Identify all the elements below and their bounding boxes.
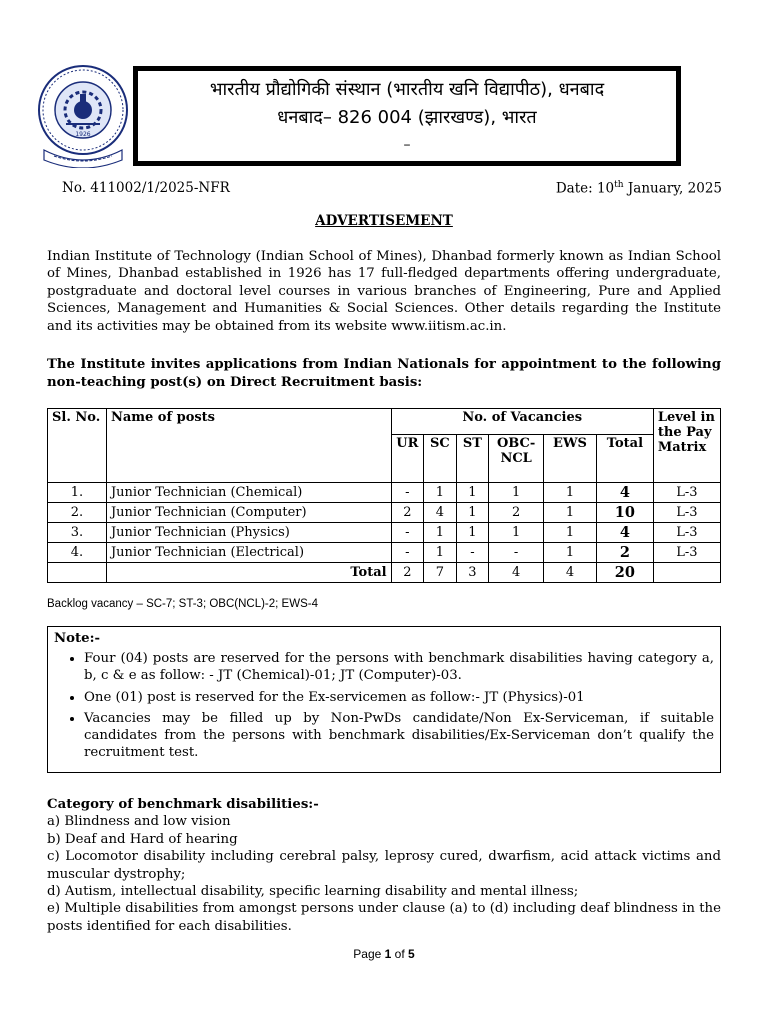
header-sc: SC (424, 435, 457, 483)
table-row: 2. Junior Technician (Computer) 2 4 1 2 1 10 L-3 (48, 503, 721, 523)
header-st: ST (456, 435, 489, 483)
table-row: 1. Junior Technician (Chemical) - 1 1 1 1 4 L-3 (48, 483, 721, 503)
category-item: d) Autism, intellectual disability, specific learning disability and mental illness; (47, 884, 579, 900)
category-item: a) Blindness and low vision (47, 814, 231, 830)
logo-year: 1926 (75, 131, 91, 138)
page-footer: Page 1 of 5 (353, 947, 415, 961)
page-title: ADVERTISEMENT (315, 213, 453, 229)
header-obc: OBC-NCL (489, 435, 544, 483)
note-item: • Vacancies may be filled up by Non-PwDs candidate/Non Ex-Serviceman, if suitable candidates from the persons with benchmark disabilities/Ex-Serviceman don’t qualify the recruitment test. (84, 710, 714, 762)
table-total-row: Total 2 7 3 4 4 20 (48, 563, 721, 583)
document-date: Date: 10th January, 2025 (555, 180, 722, 197)
reference-line (62, 180, 722, 196)
note-box (47, 626, 721, 773)
category-item: b) Deaf and Hard of hearing (47, 831, 238, 847)
institute-address-hindi: धनबाद– 826 004 (झारखण्ड), भारत (277, 107, 537, 128)
institute-logo (36, 64, 130, 168)
disability-categories (47, 796, 721, 935)
invite-paragraph: The Institute invites applications from Indian Nationals for appointment to the following non-teaching post(s) on Direct Recruitment basis: (47, 357, 721, 390)
header-name: Name of posts (106, 409, 391, 483)
header-dash: – (403, 137, 411, 153)
note-item: • One (01) post is reserved for the Ex-servicemen as follow:- JT (Physics)-01 (84, 689, 714, 706)
note-heading: Note:- (54, 631, 101, 646)
category-item: e) Multiple disabilities from amongst persons under clause (a) to (d) including deaf blindness in the posts identified for each disabilities. (47, 901, 721, 934)
note-item: • Four (04) posts are reserved for the persons with benchmark disabilities having category a, b, c & e as follow: - JT (Chemical)-01; JT (Computer)-03. (84, 650, 714, 685)
header-vacancies: No. of Vacancies (391, 409, 653, 435)
backlog-note: Backlog vacancy – SC-7; ST-3; OBC(NCL)-2; EWS-4 (47, 598, 318, 610)
header-box (133, 66, 681, 166)
vacancy-table (47, 408, 721, 583)
header-total: Total (596, 435, 653, 483)
institute-name-hindi: भारतीय प्रौद्योगिकी संस्थान (भारतीय खनि विद्यापीठ), धनबाद (209, 79, 605, 100)
intro-paragraph: Indian Institute of Technology (Indian School of Mines), Dhanbad formerly known as Indian School of Mines, Dhanbad established in 1926 has 17 full-fledged departments offering undergraduate, postgraduate and doctoral level courses in various branches of Engineering, Pure and Applied Sciences, Management and Humanities & Social Sciences. Other details regarding the Institute and its activities may be obtained from its website www.iitism.ac.in. (47, 249, 721, 334)
header-ur: UR (391, 435, 424, 483)
reference-number: No. 411002/1/2025-NFR (62, 180, 230, 196)
table-row: 3. Junior Technician (Physics) - 1 1 1 1 4 L-3 (48, 523, 721, 543)
header-slno: Sl. No. (48, 409, 107, 483)
header-ews: EWS (544, 435, 597, 483)
header-level: Level in the Pay Matrix (653, 409, 720, 483)
categories-heading: Category of benchmark disabilities:- (47, 797, 319, 812)
category-item: c) Locomotor disability including cerebral palsy, leprosy cured, dwarfism, acid attack victims and muscular dystrophy; (47, 849, 721, 882)
table-row: 4. Junior Technician (Electrical) - 1 - - 1 2 L-3 (48, 543, 721, 563)
